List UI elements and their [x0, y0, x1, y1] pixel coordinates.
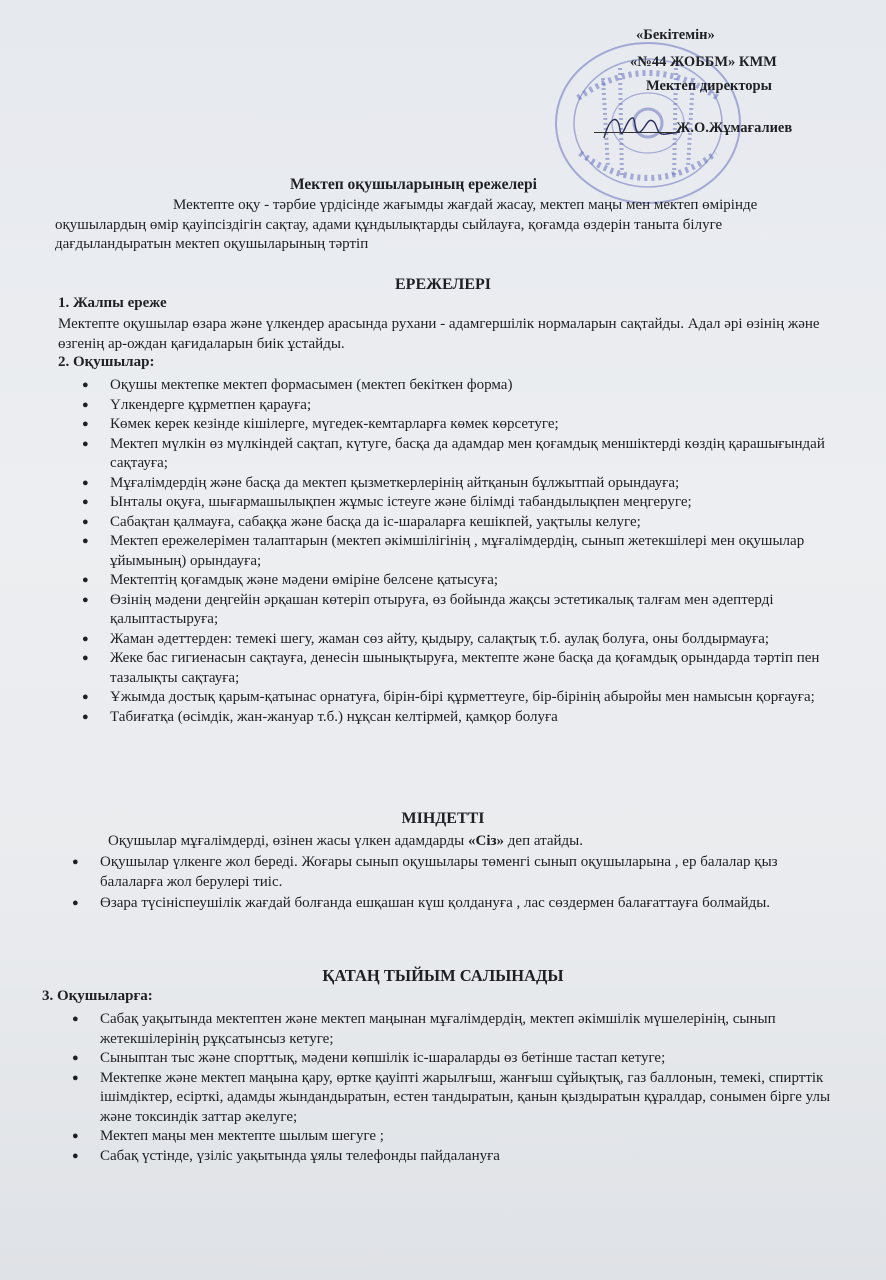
signature-line	[594, 132, 674, 133]
heading-forbidden: ҚАТАҢ ТЫЙЫМ САЛЫНАДЫ	[322, 966, 564, 985]
bullet-icon: ●	[82, 515, 89, 528]
bullet-icon: ●	[82, 496, 89, 508]
list-item: ● Сабақтан қалмауға, сабаққа және басқа да іс-шараларға кешікпей, уақтылы келуге;	[110, 513, 830, 533]
bullet-icon: ●	[82, 652, 89, 664]
bullet-icon: ●	[82, 418, 89, 430]
list-item: ● Сыныптан тыс және спорттық, мәдени көпшілік іс-шараларды өз бетінше тастап кетуге;	[100, 1049, 840, 1069]
bullet-icon: ●	[72, 1130, 79, 1142]
intro-paragraph	[55, 196, 835, 255]
bullet-icon: ●	[82, 691, 89, 703]
section-2-title: 2. Оқушылар:	[58, 354, 155, 370]
bullet-icon: ●	[72, 1149, 79, 1162]
list-item: ● Мектептің қоғамдық және мәдени өміріне белсене қатысуға;	[110, 571, 830, 591]
list-item: ● Сабақ үстінде, үзіліс уақытында ұялы телефонды пайдалануға	[100, 1147, 840, 1167]
bullet-icon: ●	[72, 1071, 79, 1084]
list-item: ● Оқушылар үлкенге жол береді. Жоғары сынып оқушылары төменгі сынып оқушыларына , ер балалар қыз балаларға жол берулері тиіс.	[72, 854, 778, 890]
list-item: ● Табиғатқа (өсімдік, жан-жануар т.б.) нұқсан келтірмей, қамқор болуға	[110, 708, 830, 728]
bullet-icon: ●	[72, 1052, 79, 1064]
section-3-title: 3. Оқушыларға:	[42, 988, 153, 1004]
list-item: ● Көмек керек кезінде кішілерге, мүгедек-кемтарларға көмек көрсетуге;	[110, 415, 830, 435]
list-item: ● Үлкендерге құрметпен қарауға;	[110, 396, 830, 416]
signature-icon	[596, 110, 686, 146]
document-title: Мектеп оқушыларының ережелері	[290, 176, 537, 193]
list-item: ● Мектеп ережелерімен талаптарын (мектеп әкімшілігінің , мұғалімдердің, сынып жетекшілері мен оқушылар ұйымының) орындауға;	[82, 533, 805, 569]
list-item: ● Жаман әдеттерден: темекі шегу, жаман сөз айту, қыдыру, салақтық т.б. аулақ болуға, оны болдырмауға;	[110, 630, 830, 650]
list-item: ● Мұғалімдердің және басқа да мектеп қызметкерлерінің айтқанын бұлжытпай орындауға;	[110, 474, 830, 494]
heading-rules: ЕРЕЖЕЛЕРІ	[395, 276, 491, 293]
duty-list	[72, 853, 840, 914]
list-item: ● Ынталы оқуға, шығармашылықпен жұмыс істеуге және білімді табандылықпен меңгеруге;	[110, 493, 830, 513]
bullet-icon: ●	[82, 379, 89, 391]
bullet-icon: ●	[82, 574, 89, 586]
list-item: ● Мектепке және мектеп маңына қару, өртке қауіпті жарылғыш, жанғыш сұйықтық, газ баллонын, темекі, спирттік ішімдіктер, есірткі, адамды жындандыратын, естен тандыратын, қанын қыздыратын құралдар, сонымен бірге улы және токсиндік заттар әкелуге;	[72, 1069, 831, 1125]
bullet-icon: ●	[82, 535, 89, 547]
duty-text: Оқушылар мұғалімдерді, өзінен жасы үлкен адамдарды «Сіз» деп атайды.	[108, 833, 584, 849]
bullet-icon: ●	[82, 437, 89, 450]
list-item: ● Оқушы мектепке мектеп формасымен (мектеп бекіткен форма)	[110, 376, 830, 396]
list-item: ● Өзінің мәдени деңгейін әрқашан көтеріп отыруға, өз бойында жақсы эстетикалық талғам мен әдептерді қалыптастыруға;	[82, 591, 774, 627]
approval-line-1: «Бекітемін»	[636, 27, 715, 43]
section-1-text: Мектепте оқушылар өзара және үлкендер арасында рухани - адамгершілік нормаларын сақтайды. Адал әрі өзінің және өзгенің ар-ождан қағидаларын биік ұстайды.	[58, 316, 820, 352]
section-2-list	[82, 376, 830, 727]
intro-text: Мектепте оқу - тәрбие үрдісінде жағымды жағдай жасау, мектеп маңы мен мектеп өмірінде оқушылардың өмір қауіпсіздігін сақтау, адами құндылықтарды сыйлауға, қоғамда өздерін таныта білуге дағдыландыратын мектеп оқушыларының тәртіп	[55, 197, 758, 252]
bullet-icon: ●	[82, 710, 89, 723]
list-item: ● Мектеп мүлкін өз мүлкіндей сақтап, күтуге, басқа да адамдар мен қоғамдық меншіктерді көздің қарашығындай сақтауға;	[82, 435, 825, 471]
list-item: ● Ұжымда достық қарым-қатынас орнатуға, бірін-бірі құрметтеуге, бір-бірінің абыройы мен намысын қорғауға;	[110, 688, 830, 708]
bullet-icon: ●	[82, 593, 89, 606]
bullet-icon: ●	[72, 856, 79, 868]
bullet-icon: ●	[82, 476, 89, 489]
bullet-icon: ●	[72, 897, 79, 909]
bullet-icon: ●	[82, 632, 89, 645]
approval-signer: Ж.О.Жұмағалиев	[676, 120, 793, 136]
list-item: ● Өзара түсініспеушілік жағдай болғанда ешқашан күш қолдануға , лас сөздермен балағаттауға болмайды.	[100, 894, 840, 914]
list-item: ● Сабақ уақытында мектептен және мектеп маңынан мұғалімдердің, мектеп әкімшілік мүшелерінің, сынып жетекшілерінің рұқсатынсыз кетуге;	[72, 1011, 776, 1047]
forbidden-list	[72, 1010, 840, 1166]
list-item: ● Мектеп маңы мен мектепте шылым шегуге ;	[100, 1127, 840, 1147]
heading-duty: МІНДЕТТІ	[401, 810, 485, 827]
bullet-icon: ●	[82, 398, 89, 411]
approval-line-2: «№44 ЖОББМ» КММ	[630, 54, 777, 70]
section-1-title: 1. Жалпы ереже	[58, 295, 167, 311]
approval-line-3: Мектеп директоры	[646, 78, 772, 94]
list-item: ● Жеке бас гигиенасын сақтауға, денесін шынықтыруға, мектепте және басқа да қоғамдық орындарда тәртіп пен тазалықты сақтауға;	[82, 650, 820, 686]
bullet-icon: ●	[72, 1013, 79, 1025]
